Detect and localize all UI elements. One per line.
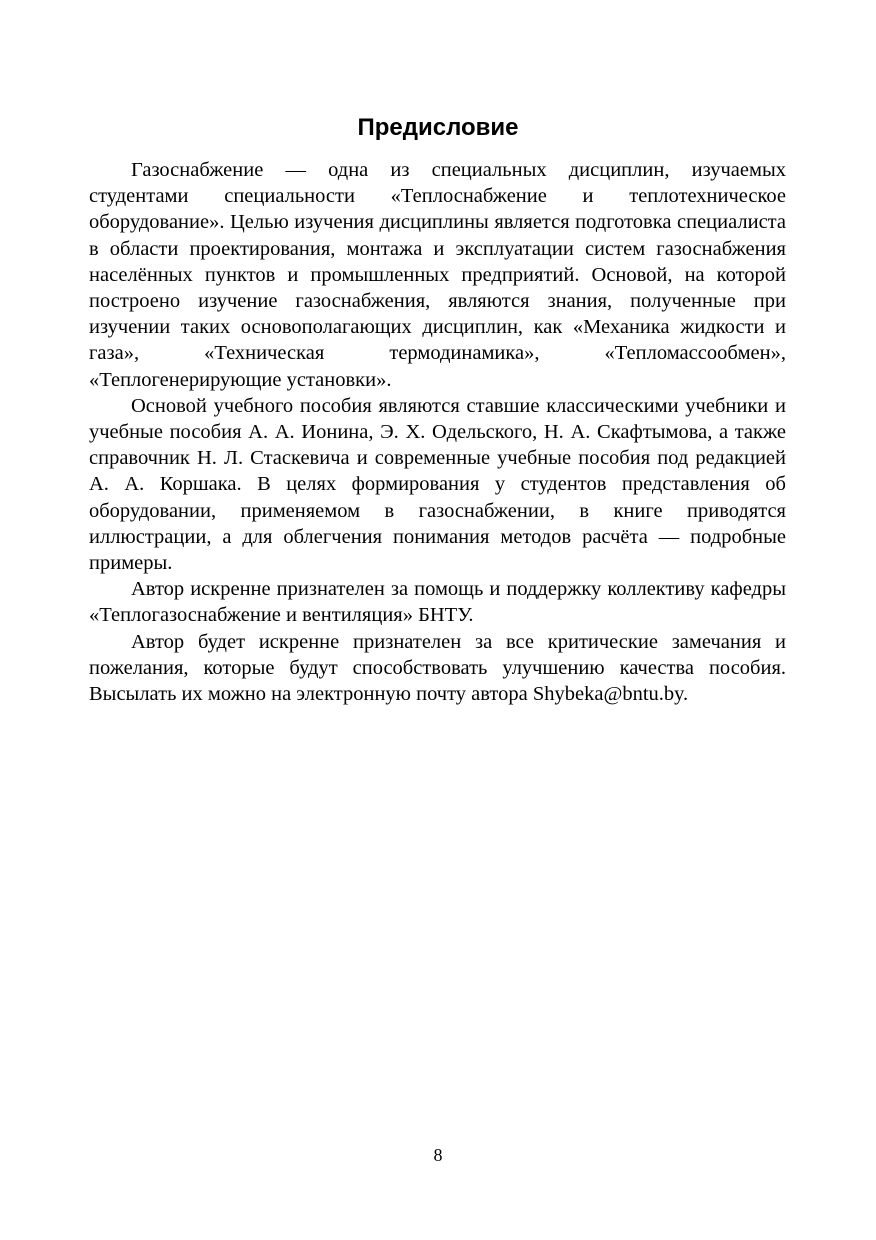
paragraph-feedback: Автор будет искренне признателен за все критические замечания и пожелания, которые будут способствовать улучшению качества пособия. Высылать их можно на электронную почту автора Shybeka@bntu.by.	[89, 630, 786, 706]
body-text	[89, 157, 786, 707]
paragraph-sources: Основой учебного пособия являются ставшие классическими учебники и учебные пособия А. А. Ионина, Э. Х. Одельского, Н. А. Скафтымова, а также справочник Н. Л. Стаскевича и современные учебные пособия под редакцией А. А. Коршака. В целях формирования у студентов представления об оборудовании, применяемом в газоснабжении, в книге приводятся иллюстрации, а для облегчения понимания методов расчёта — подробные примеры.	[89, 394, 786, 575]
paragraph-intro: Газоснабжение — одна из специальных дисциплин, изучаемых студентами специальности «Теплоснабжение и теплотехническое оборудование». Целью изучения дисциплины является подготовка специалиста в области проектирования, монтажа и эксплуатации систем газоснабжения населённых пунктов и промышленных предприятий. Основой, на которой построено изучение газоснабжения, являются знания, полученные при изучении таких основополагающих дисциплин, как «Механика жидкости и газа», «Техническая термодинамика», «Тепломассообмен», «Теплогенерирующие установки».	[89, 159, 786, 391]
paragraph-acknowledgement: Автор искренне признателен за помощь и поддержку коллективу кафедры «Теплогазоснабжение и вентиляция» БНТУ.	[89, 578, 786, 627]
page-title: Предисловие	[357, 114, 519, 141]
page-number: 8	[433, 1145, 443, 1165]
